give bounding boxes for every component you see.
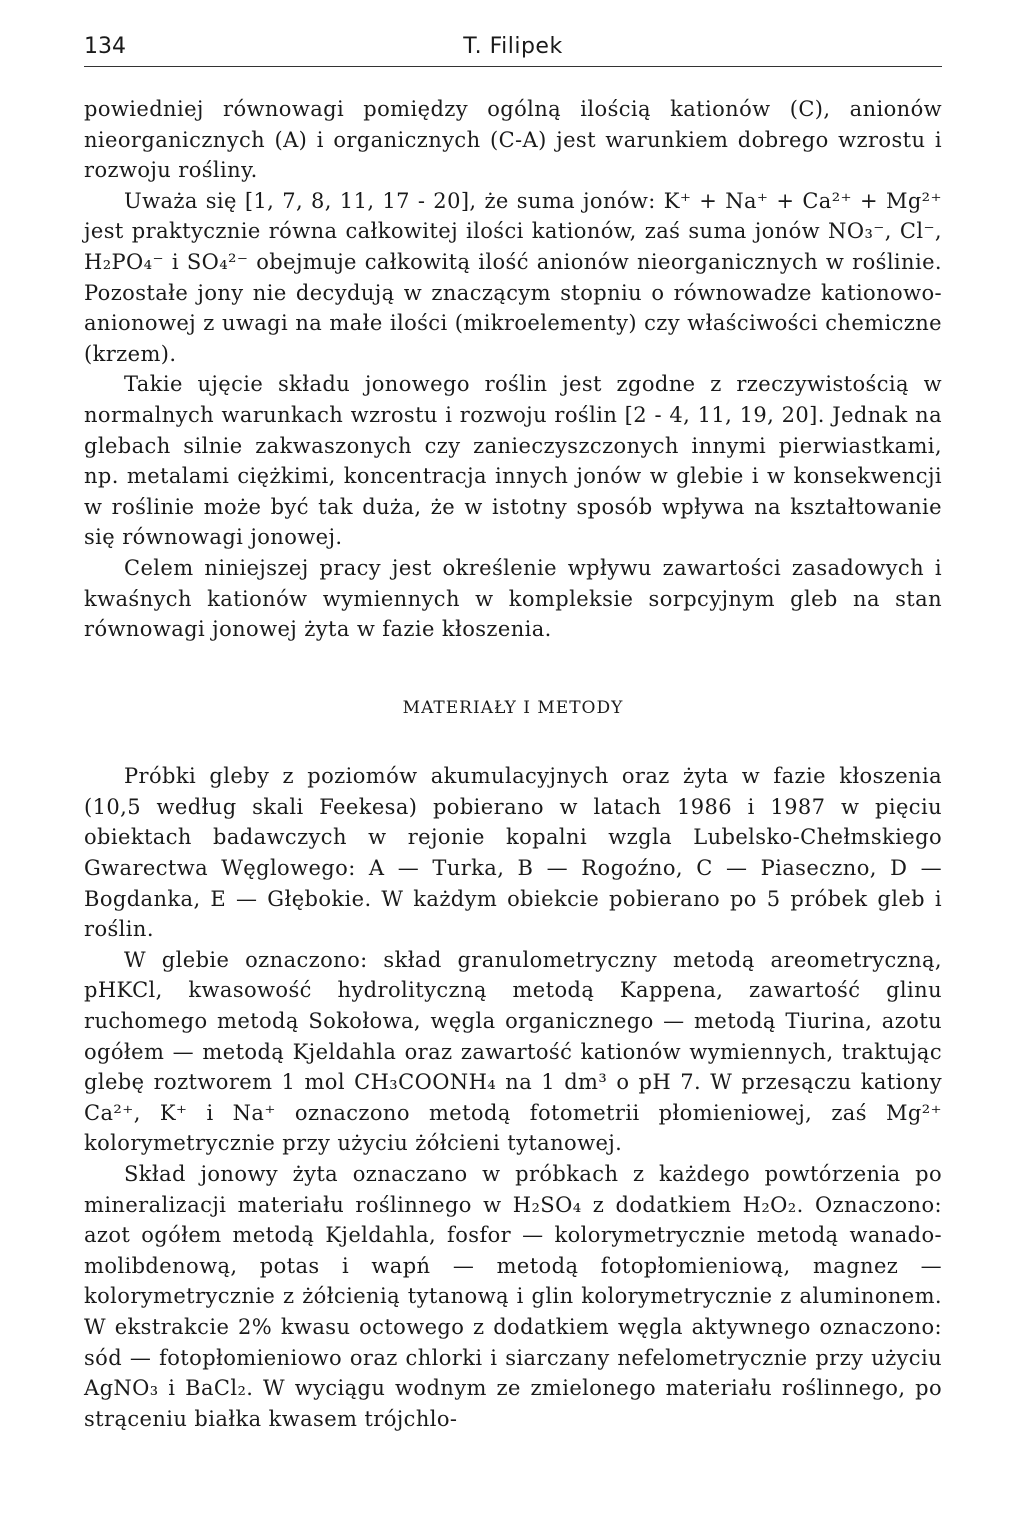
- paragraph: Skład jonowy żyta oznaczano w próbkach z każdego powtórzenia po mineralizacji materiału roślinnego w H₂SO₄ z dodatkiem H₂O₂. Oznaczono: azot ogółem metodą Kjeldahla, fosfor — kolorymetrycznie metodą wanado-molibdenową, potas i wapń — metodą fotopłomieniową, magnez — kolorymetrycznie z żółcienią tytanową i glin kolorymetrycznie z aluminonem. W ekstrakcie 2% kwasu octowego z dodatkiem węgla aktywnego oznaczono: sód — fotopłomieniowo oraz chlorki i siarczany nefelometrycznie przy użyciu AgNO₃ i BaCl₂. W wyciągu wodnym ze zmielonego materiału roślinnego, po strąceniu białka kwasem trójchlo-: [84, 1162, 942, 1431]
- paragraph: powiedniej równowagi pomiędzy ogólną ilością kationów (C), anionów nieorganicznych (A) i organicznych (C-A) jest warunkiem dobrego wzrostu i rozwoju rośliny.: [84, 97, 942, 183]
- page-number: 134: [84, 34, 126, 59]
- running-head: T. Filipek: [463, 34, 563, 59]
- header-rule: [84, 66, 942, 67]
- page-header: [84, 30, 942, 70]
- paragraph: W glebie oznaczono: skład granulometryczny metodą areometryczną, pHKCl, kwasowość hydrolityczną metodą Kappena, zawartość glinu ruchomego metodą Sokołowa, węgla organicznego — metodą Tiurina, azotu ogółem — metodą Kjeldahla oraz zawartość kationów wymiennych, traktując glebę roztworem 1 mol CH₃COONH₄ na 1 dm³ o pH 7. W przesączu kationy Ca²⁺, K⁺ i Na⁺ oznaczono metodą fotometrii płomieniowej, zaś Mg²⁺ kolorymetrycznie przy użyciu żółcieni tytanowej.: [84, 947, 942, 1156]
- paragraph: Celem niniejszej pracy jest określenie wpływu zawartości zasadowych i kwaśnych kationów wymiennych w kompleksie sorpcyjnym gleb na stan równowagi jonowej żyta w fazie kłoszenia.: [84, 555, 942, 642]
- paragraph: Uważa się [1, 7, 8, 11, 17 - 20], że suma jonów: K⁺ + Na⁺ + Ca²⁺ + Mg²⁺ jest praktycznie równa całkowitej ilości kationów, zaś suma jonów NO₃⁻, Cl⁻, H₂PO₄⁻ i SO₄²⁻ obejmuje całkowitą ilość anionów nieorganicznych w roślinie. Pozostałe jony nie decydują w znaczącym stopniu o równowadze kationowo-anionowej z uwagi na małe ilości (mikroelementy) czy właściwości chemiczne (krzem).: [84, 188, 942, 366]
- section-heading: MATERIAŁY I METODY: [402, 697, 624, 718]
- body-text: [84, 94, 942, 1434]
- paragraph: Takie ujęcie składu jonowego roślin jest zgodne z rzeczywistością w normalnych warunkach wzrostu i rozwoju roślin [2 - 4, 11, 19, 20]. Jednak na glebach silnie zakwaszonych czy zanieczyszczonych innymi pierwiastkami, np. metalami ciężkimi, koncentracja innych jonów w glebie i w konsekwencji w roślinie może być tak duża, że w istotny sposób wpływa na kształtowanie się równowagi jonowej.: [84, 372, 942, 550]
- paragraph: Próbki gleby z poziomów akumulacyjnych oraz żyta w fazie kłoszenia (10,5 według skali Feekesa) pobierano w latach 1986 i 1987 w pięciu obiektach badawczych w rejonie kopalni wzgla Lubelsko-Chełmskiego Gwarectwa Węglowego: A — Turka, B — Rogoźno, C — Piaseczno, D — Bogdanka, E — Głębokie. W każdym obiekcie pobierano po 5 próbek gleb i roślin.: [84, 764, 942, 942]
